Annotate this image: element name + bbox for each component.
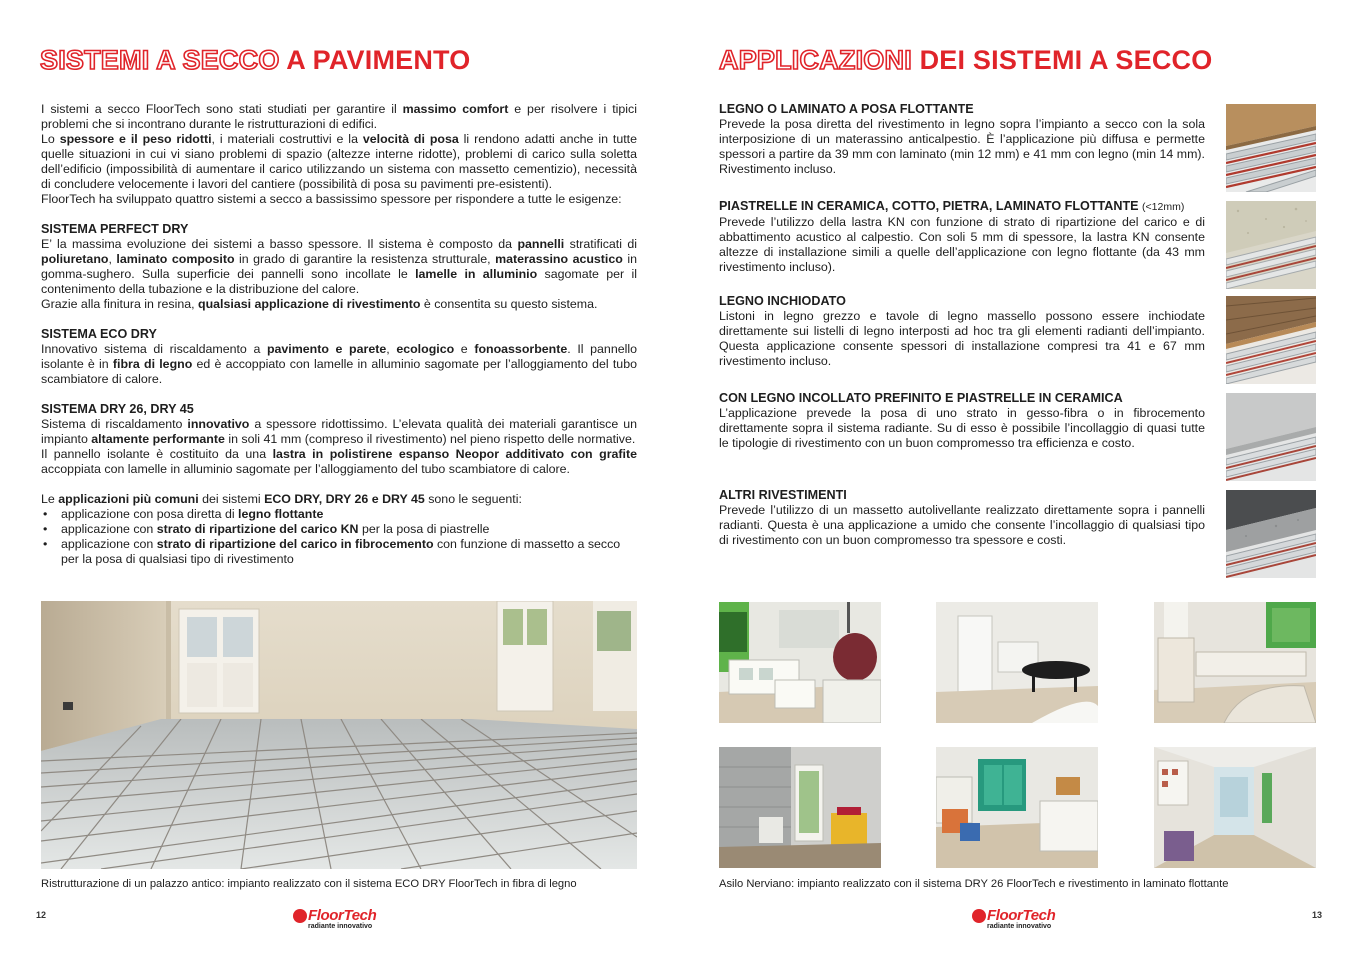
palace-room-illustration [41, 601, 637, 869]
left-photo-caption: Ristrutturazione di un palazzo antico: impianto realizzato con il sistema ECO DRY FloorTech in fibra di legno [41, 878, 577, 890]
intro-paragraph-3: FloorTech ha sviluppato quattro sistemi a secco a bassissimo spessore per rispondere a tutte le esigenze: [41, 192, 622, 206]
logo-mark-icon [293, 909, 307, 923]
dry26-heading: SISTEMA DRY 26, DRY 45 [41, 402, 194, 416]
right-page [678, 0, 1356, 959]
list-item: • applicazione con posa diretta di legno flottante [41, 507, 637, 522]
perfect-dry-heading: SISTEMA PERFECT DRY [41, 222, 189, 236]
kindergarten-photo-2 [936, 602, 1098, 723]
perfect-dry-text-2: Grazie alla finitura in resina, qualsiasi applicazione di rivestimento è consentita su questo sistema. [41, 297, 598, 311]
application-ceramic-tiles: PIASTRELLE IN CERAMICA, COTTO, PIETRA, LAMINATO FLOTTANTE (<12mm) Prevede l’utilizzo della lastra KN con funzione di strato di ripartizione del carico e di abbattimento acustico al calpestio. Con soli 5 mm di spessore, la lastra KN consente altezze di installazione simili a quelle dell’applicazione con legno flottante (da 43 mm rivestimento incluso). [719, 199, 1205, 274]
right-photo-caption: Asilo Nerviano: impianto realizzato con il sistema DRY 26 FloorTech e rivestimento in laminato flottante [719, 878, 1229, 890]
self-leveling-screed-sample-image [1226, 490, 1316, 578]
dry26-text-2: Il pannello isolante è costituito da una lastra in polistirene espanso Neopor additivato con grafite accoppiata con lamelle in alluminio sagomate per l’alloggiamento del tubo scambiatore di calore. [41, 447, 637, 476]
right-page-title: APPLICAZIONI DEI SISTEMI A SECCO [719, 45, 1213, 75]
application-glued-wood: CON LEGNO INCOLLATO PREFINITO E PIASTRELLE IN CERAMICA L’applicazione prevede la posa di uno strato in gesso-fibra o in fibrocemento direttamente sopra il sistema radiante. Su di esso è possibile l’incollaggio di quasi tutte le tipologie di rivestimento con un buon compromesso tra efficienza e costo. [719, 391, 1205, 450]
logo-mark-icon [972, 909, 986, 923]
gypsum-fiber-sample-image [1226, 393, 1316, 481]
kindergarten-photo-4 [719, 747, 881, 868]
kindergarten-photo-5 [936, 747, 1098, 868]
floortech-logo: FloorTech radiante innovativo [293, 906, 393, 934]
left-body [41, 102, 637, 567]
kindergarten-photo-6 [1154, 747, 1316, 868]
applications-intro: Le applicazioni più comuni dei sistemi ECO DRY, DRY 26 e DRY 45 sono le seguenti: [41, 492, 522, 506]
application-nailed-wood: LEGNO INCHIODATO Listoni in legno grezzo e tavole di legno massello possono essere inchiodate direttamente sui listelli di legno interposti ad hoc tra gli elementi radianti dell’impianto. Questa applicazione consente spessori di installazione compresi tra 41 e 67 mm rivestimento incluso. [719, 294, 1205, 368]
applications-list [41, 507, 637, 567]
nailed-wood-sample-image [1226, 296, 1316, 384]
palace-renovation-photo [41, 601, 637, 869]
intro-paragraph-2: Lo spessore e il peso ridotti, i materiali costruttivi e la velocità di posa li rendono adatti anche in tutte quelle situazioni in cui vi siano problemi di spazio (altezze interne ridotte), problemi di carico sulla soletta dell’edificio (impossibilità di aumentare il carico utilizzando un sistema con massetto cementizio), necessità di concludere velocemente i lavori del cantiere (possibilità di posa su pavimenti pre-esistenti). [41, 132, 638, 191]
kindergarten-photo-3 [1154, 602, 1316, 723]
list-item: • applicazione con strato di ripartizione del carico in fibrocemento con funzione di massetto a secco per la posa di qualsiasi tipo di rivestimento [41, 537, 637, 567]
page-number: 12 [36, 910, 47, 920]
page-number: 13 [1312, 910, 1323, 920]
application-other-coverings: ALTRI RIVESTIMENTI Prevede l’utilizzo di un massetto autolivellante realizzato direttamente sopra i pannelli radianti. Questa è una applicazione a umido che consente l’incollaggio di qualsiasi tipo di rivestimento con un buon compromesso tra spessore e costi. [719, 488, 1205, 547]
eco-dry-text: Innovativo sistema di riscaldamento a pavimento e parete, ecologico e fonoassorbente. Il pannello isolante è in fibra di legno ed è accoppiato con lamelle in alluminio sagomate per l’alloggiamento del tubo scambiatore di calore. [41, 342, 637, 386]
floating-wood-sample-image [1226, 104, 1316, 192]
left-page-title: SISTEMI A SECCO A PAVIMENTO [40, 45, 471, 75]
eco-dry-heading: SISTEMA ECO DRY [41, 327, 157, 341]
kindergarten-photo-1 [719, 602, 881, 723]
kn-board-sample-image [1226, 201, 1316, 289]
intro-paragraph-1: I sistemi a secco FloorTech sono stati studiati per garantire il massimo comfort e per risolvere i tipici problemi che si incontrano durante le ristrutturazioni di edifici. [41, 102, 637, 131]
list-item: • applicazione con strato di ripartizione del carico KN per la posa di piastrelle [41, 522, 637, 537]
floortech-logo: FloorTech radiante innovativo [972, 906, 1072, 934]
application-floating-wood: LEGNO O LAMINATO A POSA FLOTTANTE Prevede la posa diretta del rivestimento in legno sopra l’impianto a secco con la sola interposizione di un materassino anticalpestio. È l’applicazione più diffusa e permette spessori a partire da 39 mm con laminato (min 12 mm) e 41 mm con legno (min 14 mm). Rivestimento incluso. [719, 102, 1205, 176]
dry26-text: Sistema di riscaldamento innovativo a spessore ridottissimo. L’elevata qualità dei materiali garantisce un impianto altamente performante in soli 41 mm (compreso il rivestimento) nel pieno rispetto delle normative. [41, 417, 637, 446]
perfect-dry-text: E’ la massima evoluzione dei sistemi a basso spessore. Il sistema è composto da pannelli stratificati di poliuretano, laminato composito in grado di garantire la resistenza strutturale, materassino acustico in gomma-sughero. Sulla superficie dei pannelli sono incollate le lamelle in alluminio sagomate per il contenimento della tubazione e la distribuzione del calore. [41, 237, 638, 296]
